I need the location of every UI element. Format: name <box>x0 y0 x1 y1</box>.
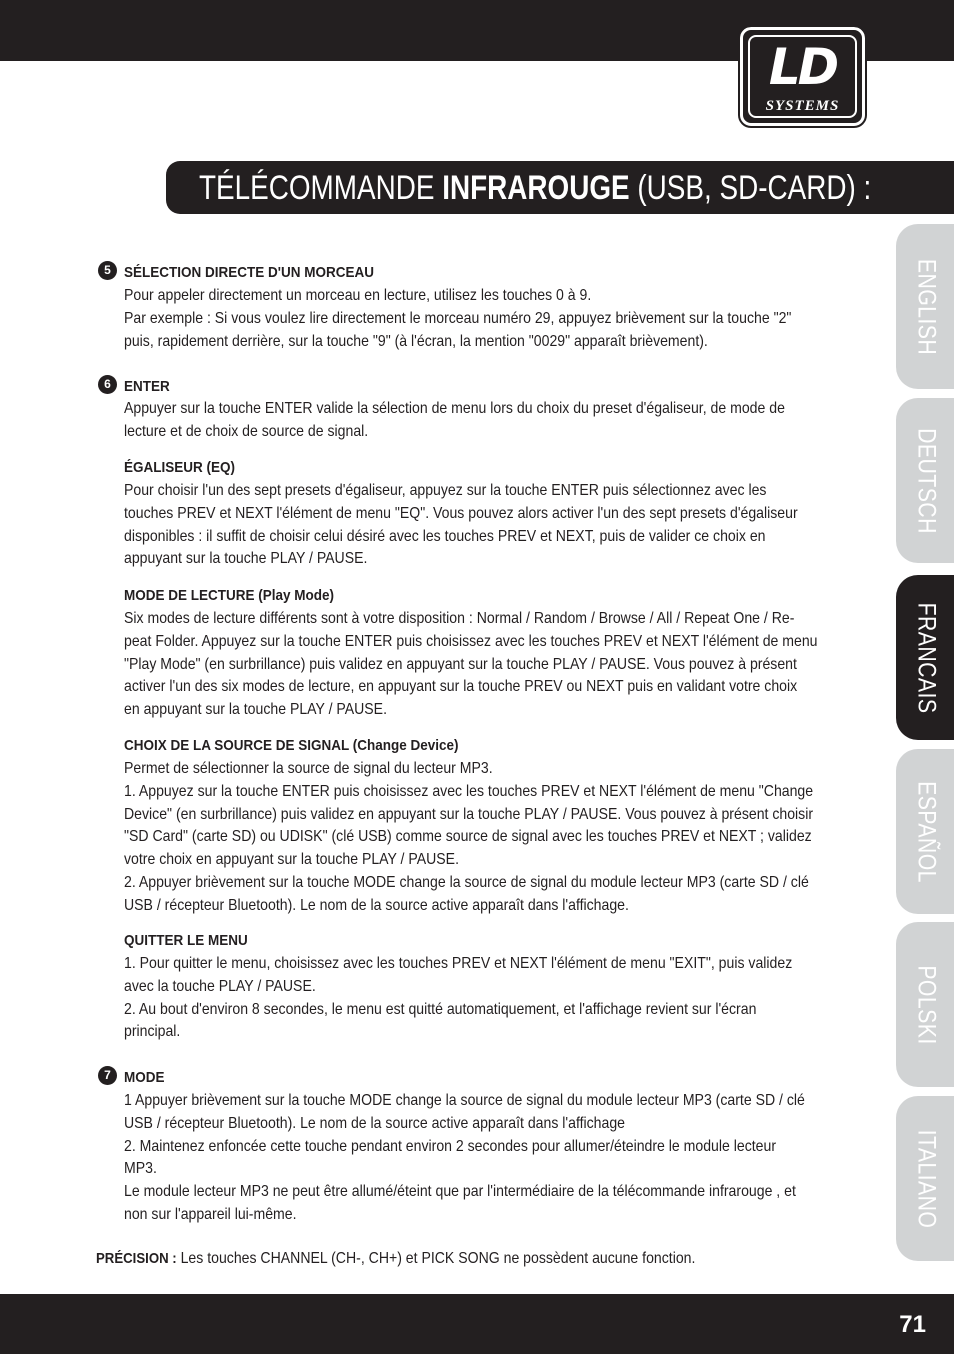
body-play-mode <box>124 608 817 722</box>
title-part-1: TÉLÉCOMMANDE <box>199 169 443 207</box>
tab-polski[interactable] <box>896 922 954 1087</box>
body-line: 2. Au bout d'environ 8 secondes, le menu est quitté automatiquement, et l'affichage revient sur l'écran <box>124 1000 757 1018</box>
body-change-device <box>124 758 813 918</box>
section-body-selection <box>124 285 791 353</box>
tab-label: ITALIANO <box>912 1129 941 1228</box>
body-line: Appuyer sur la touche ENTER valide la sélection de menu lors du choix du preset d'égaliseur, de mode de <box>124 400 785 417</box>
body-line: Device" (en surbrillance) puis validez en appuyant sur la touche PLAY / PAUSE. Vous pouvez à présent choisir <box>124 805 814 823</box>
tab-label: ESPAÑOL <box>912 780 941 883</box>
body-line: MP3. <box>124 1160 157 1178</box>
section-heading-enter: ENTER <box>124 378 170 395</box>
body-line: Pour appeler directement un morceau en lecture, utilisez les touches 0 à 9. <box>124 287 592 304</box>
subheading-egaliseur: ÉGALISEUR (EQ) <box>124 459 236 476</box>
subheading-play-mode: MODE DE LECTURE (Play Mode) <box>124 587 335 604</box>
precision-label: PRÉCISION : <box>96 1250 177 1267</box>
body-line: en appuyant sur la touche PLAY / PAUSE. <box>124 701 387 719</box>
tab-label: DEUTSCH <box>912 427 941 534</box>
body-egaliseur <box>124 480 798 571</box>
tab-italiano[interactable] <box>896 1096 954 1261</box>
subheading-change-device: CHOIX DE LA SOURCE DE SIGNAL (Change Device) <box>124 737 459 754</box>
body-line: "Play Mode" (en surbrillance) puis validez en appuyant sur la touche PLAY / PAUSE. Vous pouvez à présent <box>124 655 797 673</box>
tab-espanol[interactable] <box>896 749 954 914</box>
body-line: 2. Appuyer brièvement sur la touche MODE change la source de signal du module lecteur MP3 (carte SD / clé <box>124 873 809 891</box>
tab-deutsch[interactable] <box>896 398 954 563</box>
body-line: peat Folder. Appuyez sur la touche ENTER puis choisissez avec les touches PREV et NEXT l'élément de menu <box>124 632 818 650</box>
body-line: 2. Maintenez enfoncée cette touche pendant environ 2 secondes pour allumer/éteindre le module lecteur <box>124 1137 777 1155</box>
tab-francais[interactable] <box>896 575 954 740</box>
body-line: 1 Appuyer brièvement sur la touche MODE change la source de signal du module lecteur MP3 (carte SD / clé <box>124 1092 805 1109</box>
section-heading-mode: MODE <box>124 1069 165 1086</box>
logo-frame <box>748 35 857 118</box>
tab-english[interactable] <box>896 224 954 389</box>
body-line: lecture et de choix de source de signal. <box>124 422 369 440</box>
body-line: touches PREV et NEXT l'élément de menu "EQ". Vous pouvez alors activer l'un des sept presets d'égaliseur <box>124 504 798 522</box>
body-line: Permet de sélectionner la source de signal du lecteur MP3. <box>124 760 493 777</box>
body-line: avec la touche PLAY / PAUSE. <box>124 977 316 995</box>
body-line: Par exemple : Si vous voulez lire directement le morceau numéro 29, appuyez brièvement sur la touche "2" <box>124 309 792 327</box>
page-title <box>199 166 871 210</box>
section-number-6: 6 <box>98 375 117 394</box>
body-line: votre choix en appuyant sur la touche PLAY / PAUSE. <box>124 851 459 869</box>
body-line: 1. Appuyez sur la touche ENTER puis choisissez avec les touches PREV et NEXT l'élément de menu "Change <box>124 782 814 800</box>
body-line: USB / récepteur Bluetooth). Le nom de la source active apparaît dans l'affichage. <box>124 896 629 914</box>
body-line: puis, rapidement derrière, sur la touche "9" (à l'écran, la mention "0029" apparaît brièvement). <box>124 332 708 350</box>
body-quit-menu <box>124 953 792 1044</box>
precision-text: Les touches CHANNEL (CH-, CH+) et PICK SONG ne possèdent aucune fonction. <box>176 1250 696 1267</box>
tab-label: FRANCAIS <box>912 602 941 713</box>
section-heading-selection: SÉLECTION DIRECTE D'UN MORCEAU <box>124 264 374 281</box>
body-line: Six modes de lecture différents sont à votre disposition : Normal / Random / Browse / All / Repeat One / Re- <box>124 610 795 627</box>
body-line: Pour choisir l'un des sept presets d'égaliseur, appuyez sur la touche ENTER puis sélectionnez avec les <box>124 482 767 499</box>
body-line: principal. <box>124 1023 181 1041</box>
body-line: USB / récepteur Bluetooth). Le nom de la source active apparaît dans l'affichage <box>124 1114 626 1132</box>
page-number: 71 <box>899 1311 926 1338</box>
body-line: appuyant sur la touche PLAY / PAUSE. <box>124 550 368 568</box>
bottom-bar <box>0 1294 954 1354</box>
section-body-mode <box>124 1090 805 1227</box>
section-body-enter <box>124 398 785 444</box>
precision-note <box>96 1250 695 1268</box>
subheading-quit-menu: QUITTER LE MENU <box>124 932 248 949</box>
logo-systems-text: SYSTEMS <box>765 98 840 114</box>
section-number-7: 7 <box>98 1066 117 1085</box>
title-part-2: (USB, SD-CARD) : <box>629 169 872 207</box>
tab-label: ENGLISH <box>912 258 941 355</box>
body-line: 1. Pour quitter le menu, choisissez avec les touches PREV et NEXT l'élément de menu "EXIT", puis validez <box>124 955 793 972</box>
body-line: non sur l'appareil lui-même. <box>124 1205 297 1223</box>
body-line: disponibles : il suffit de choisir celui désiré avec les touches PREV et NEXT, puis de valider ce choix en <box>124 527 766 545</box>
body-line: Le module lecteur MP3 ne peut être allumé/éteint que par l'intermédiaire de la télécommande infrarouge , et <box>124 1183 796 1201</box>
body-line: activer l'un des six modes de lecture, en appuyant sur la touche PREV ou NEXT puis en validant votre choix <box>124 678 798 696</box>
logo-ld-text: LD <box>768 38 837 96</box>
tab-label: POLSKI <box>912 964 941 1045</box>
ld-systems-logo <box>740 27 865 126</box>
section-number-5: 5 <box>98 261 117 280</box>
title-bold: INFRAROUGE <box>442 169 630 207</box>
body-line: "SD Card" (carte SD) ou UDISK" (clé USB) comme source de signal avec les touches PREV et NEXT ; validez <box>124 828 812 846</box>
